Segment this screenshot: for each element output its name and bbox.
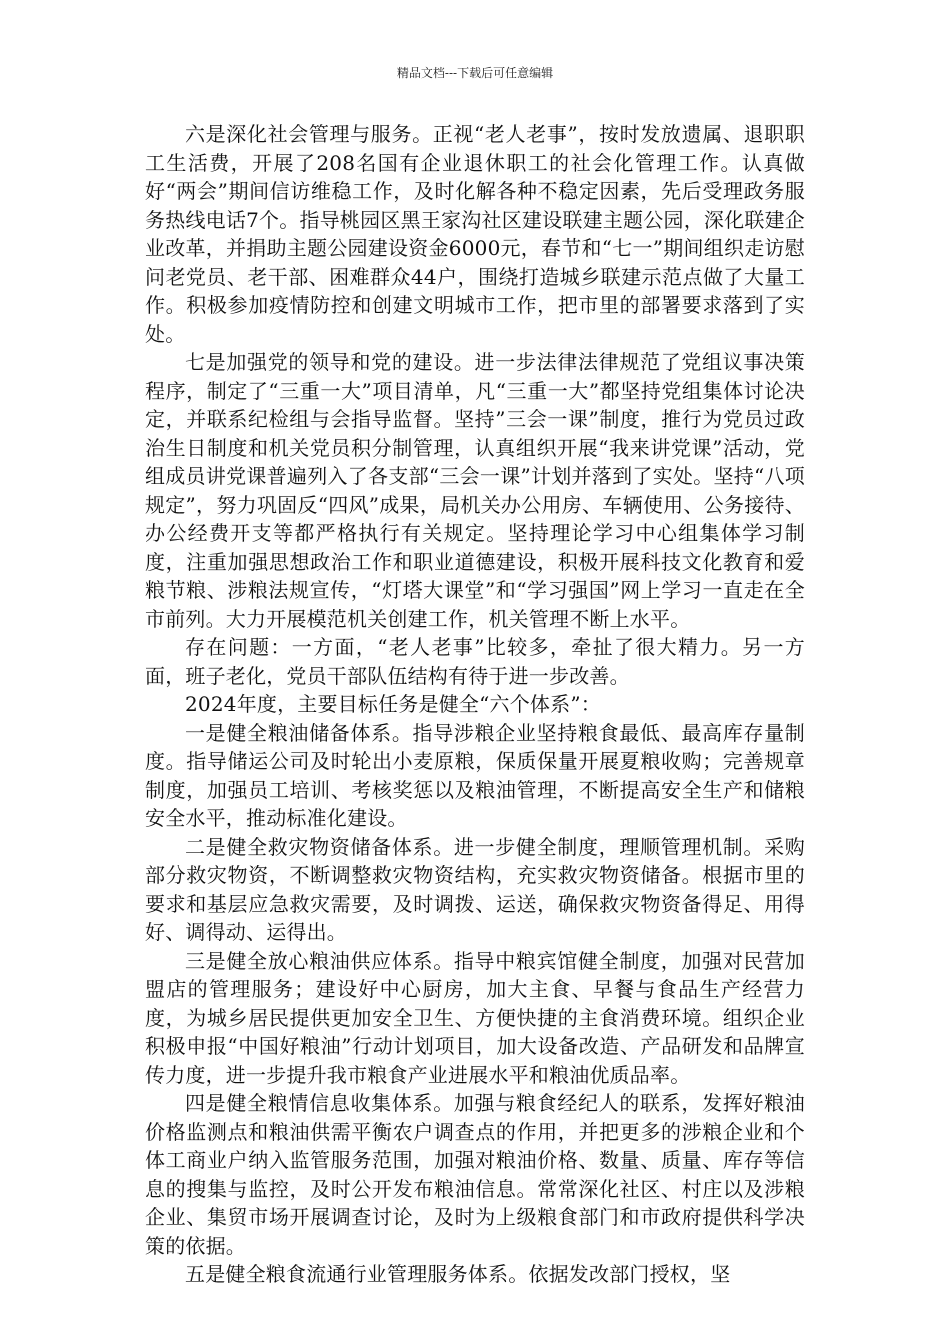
paragraph-annual-goals: 2024年度，主要目标任务是健全“六个体系”： (185, 692, 601, 716)
page-header: 精品文档---下载后可任意编辑 (396, 66, 554, 80)
paragraph-party-building: 七是加强党的领导和党的建设。进一步法律法律规范了党组议事决策程序，制定了“三重一大”项目清单，凡“三重一大”都坚持党组集体讨论决定，并联系纪检组与会指导监督。坚持”三会一课”制度，推行为党员过政治生日制度和机关党员积分制管理，认真组织开展“我来讲党课”活动，党组成员讲党课普遍列入了各支部“三会一课”计划并落到了实处。坚持“八项规定”，努力巩固反“四风”成果，局机关办公用房、车辆使用、公务接待、办公经费开支等都严格执行有关规定。坚持理论学习中心组集体学习制度，注重加强思想政治工作和职业道德建设，积极开展科技文化教育和爱粮节粮、涉粮法规宣传，“灯塔大课堂”和“学习强国”网上学习一直走在全市前列。大力开展模范机关创建工作，机关管理不断上水平。 (145, 350, 805, 631)
paragraph-grain-oil-reserve: 一是健全粮油储备体系。指导涉粮企业坚持粮食最低、最高库存量制度。指导储运公司及时轮出小麦原粮，保质保量开展夏粮收购；完善规章制度，加强员工培训、考核奖惩以及粮油管理，不断提高安全生产和储粮安全水平，推动标准化建设。 (145, 720, 805, 830)
paragraph-social-management: 六是深化社会管理与服务。正视“老人老事”，按时发放遗属、退职职工生活费，开展了208名国有企业退休职工的社会化管理工作。认真做好“两会”期间信访维稳工作，及时化解各种不稳定因素，先后受理政务服务热线电话7个。指导桃园区黑王家沟社区建设联建主题公园，深化联建企业改革，并捐助主题公园建设资金6000元，春节和“七一”期间组织走访慰问老党员、老干部、困难群众44户，围绕打造城乡联建示范点做了大量工作。积极参加疫情防控和创建文明城市工作，把市里的部署要求落到了实处。 (145, 122, 805, 346)
paragraph-disaster-relief: 二是健全救灾物资储备体系。进一步健全制度，理顺管理机制。采购部分救灾物资，不断调整救灾物资结构，充实救灾物资储备。根据市里的要求和基层应急救灾需要，及时调拨、运送，确保救灾物资备得足、用得好、调得动、运得出。 (145, 834, 805, 944)
document-body (145, 120, 805, 1289)
paragraph-industry-management: 五是健全粮食流通行业管理服务体系。依据发改部门授权，坚 (185, 1262, 731, 1286)
paragraph-grain-info-collection: 四是健全粮情信息收集体系。加强与粮食经纪人的联系，发挥好粮油价格监测点和粮油供需平衡农户调查点的作用，并把更多的涉粮企业和个体工商业户纳入监管服务范围，加强对粮油价格、数量、质量、库存等信息的搜集与监控，及时公开发布粮油信息。常常深化社区、村庄以及涉粮企业、集贸市场开展调查讨论，及时为上级粮食部门和市政府提供科学决策的依据。 (145, 1091, 805, 1258)
paragraph-existing-problems: 存在问题：一方面，“老人老事”比较多，牵扯了很大精力。另一方面，班子老化，党员干部队伍结构有待于进一步改善。 (145, 635, 805, 688)
paragraph-safe-grain-supply: 三是健全放心粮油供应体系。指导中粮宾馆健全制度，加强对民营加盟店的管理服务；建设好中心厨房，加大主食、早餐与食品生产经营力度，为城乡居民提供更加安全卫生、方便快捷的主食消费环境。组织企业积极申报“中国好粮油”行动计划项目，加大设备改造、产品研发和品牌宣传力度，进一步提升我市粮食产业进展水平和粮油优质品率。 (145, 948, 805, 1087)
